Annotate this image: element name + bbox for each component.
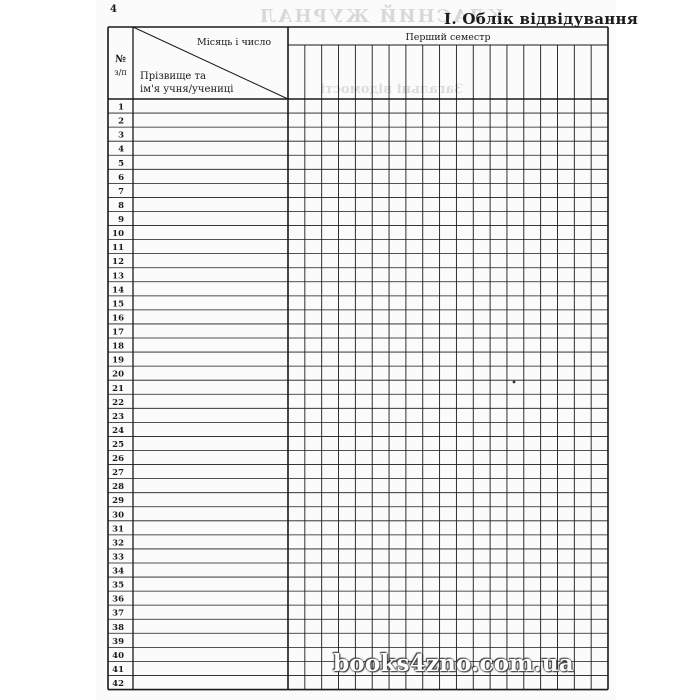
row-number: 11 — [112, 243, 124, 254]
row-number: 32 — [112, 538, 124, 549]
row-number: 8 — [118, 200, 124, 211]
header-number: № — [115, 54, 126, 65]
row-number: 36 — [112, 594, 124, 605]
row-number: 16 — [112, 313, 124, 324]
row-number: 23 — [112, 411, 124, 422]
row-number: 18 — [112, 341, 124, 352]
row-number: 12 — [112, 257, 124, 268]
header-number-sub: з/п — [114, 68, 127, 77]
row-number: 38 — [112, 622, 124, 633]
row-number: 41 — [112, 664, 124, 675]
row-number: 1 — [118, 102, 124, 113]
header-name-line2: ім'я учня/учениці — [140, 84, 234, 95]
row-number: 28 — [112, 482, 124, 493]
bleed-through-text: КЛАСНИЙ ЖУРНАЛ — [258, 6, 504, 27]
row-number: 19 — [112, 355, 124, 366]
row-number: 29 — [112, 496, 124, 507]
row-number: 25 — [112, 440, 124, 450]
row-number: 13 — [112, 271, 124, 282]
page-number: 4 — [110, 4, 117, 15]
row-number: 14 — [112, 285, 124, 296]
row-number: 6 — [118, 172, 124, 183]
row-number: 20 — [112, 369, 124, 380]
row-number: 34 — [112, 566, 124, 577]
row-number: 17 — [112, 327, 124, 338]
row-number: 10 — [112, 229, 124, 240]
header-name-line1: Прізвище та — [140, 71, 206, 82]
row-number: 30 — [112, 510, 124, 521]
row-number: 2 — [118, 116, 124, 127]
row-number: 35 — [112, 580, 124, 591]
watermark: books4zno.com.ua — [333, 650, 574, 677]
row-number: 26 — [112, 454, 124, 465]
row-number: 21 — [112, 383, 124, 394]
ink-dot — [513, 381, 516, 384]
row-number: 40 — [112, 650, 124, 661]
row-number: 22 — [112, 397, 124, 408]
row-number: 31 — [112, 524, 124, 535]
row-number: 7 — [118, 186, 124, 197]
row-number: 37 — [112, 608, 124, 619]
row-number: 24 — [112, 425, 124, 436]
bleed-through-subtext: Загальні відомості — [320, 82, 464, 97]
semester-label: Перший семестр — [405, 32, 491, 43]
row-number: 9 — [118, 215, 124, 226]
row-number: 5 — [118, 158, 124, 169]
row-number: 33 — [112, 552, 124, 563]
row-number: 42 — [112, 679, 124, 690]
row-number: 3 — [118, 130, 124, 141]
row-number: 39 — [112, 636, 124, 647]
header-month-date: Місяць і число — [197, 37, 272, 48]
page-title: І. Облік відвідування — [444, 10, 639, 28]
row-number: 4 — [118, 144, 124, 155]
row-number: 15 — [112, 299, 124, 310]
row-number: 27 — [112, 468, 124, 479]
